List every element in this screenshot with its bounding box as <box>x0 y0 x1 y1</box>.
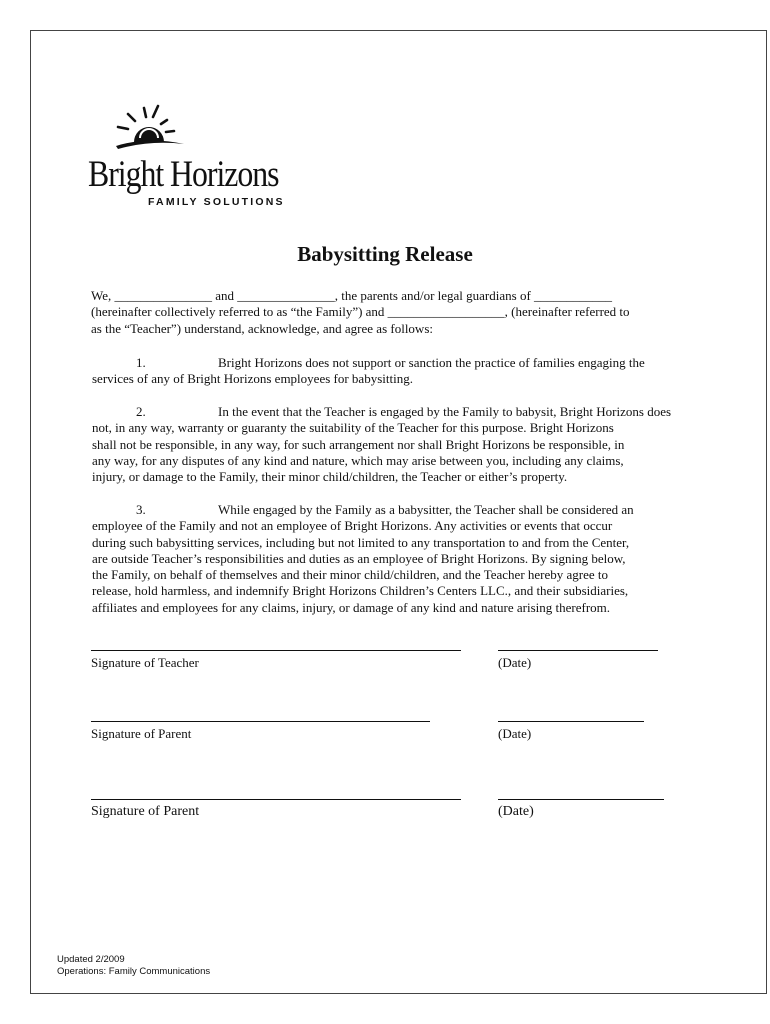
page-title: Babysitting Release <box>297 242 473 266</box>
clause-3 <box>92 502 634 616</box>
teacher-signature-label: Signature of Teacher <box>91 655 199 670</box>
intro-paragraph <box>91 288 630 337</box>
parent-1-date-line[interactable] <box>498 721 644 722</box>
parent-1-signature-line[interactable] <box>91 721 430 722</box>
parent-2-date-label: (Date) <box>498 804 534 819</box>
clause-line: the Family, on behalf of themselves and their minor child/children, and the Teacher hereby agree to <box>92 567 609 583</box>
sun-icon <box>88 100 188 158</box>
clause-number: 3. <box>136 502 146 517</box>
clause-line: affiliates and employees for any claims, injury, or damage of any kind and nature arising therefrom. <box>92 599 611 615</box>
parent-2-date-line[interactable] <box>498 799 664 800</box>
logo-tagline: FAMILY SOLUTIONS <box>148 196 285 208</box>
clause-line: In the event that the Teacher is engaged by the Family to babysit, Bright Horizons does <box>218 404 672 419</box>
logo-wordmark: Bright Horizons <box>88 154 279 195</box>
clause-line: not, in any way, warranty or guaranty the suitability of the Teacher for this purpose. Bright Horizons <box>92 420 614 436</box>
parent-1-date-label: (Date) <box>498 726 532 741</box>
parent-1-signature-label: Signature of Parent <box>91 726 192 741</box>
clause-line: are outside Teacher’s responsibilities and duties as an employee of Bright Horizons. By signing below, <box>92 550 626 566</box>
clause-number: 2. <box>136 404 146 419</box>
clause-line: Bright Horizons does not support or sanction the practice of families engaging the <box>218 355 645 370</box>
clause-line: services of any of Bright Horizons employees for babysitting. <box>92 371 413 387</box>
intro-line: as the “Teacher”) understand, acknowledge, and agree as follows: <box>91 320 433 336</box>
clause-line: any way, for any disputes of any kind and nature, which may arise between you, including any claims, <box>92 452 624 468</box>
clause-line: employee of the Family and not an employee of Bright Horizons. Any activities or events that occur <box>92 518 613 534</box>
clause-2 <box>92 404 671 485</box>
teacher-signature-line[interactable] <box>91 650 461 651</box>
intro-line: We, _______________ and _______________, the parents and/or legal guardians of ____________ <box>91 288 613 303</box>
clause-number: 1. <box>136 355 146 370</box>
bright-horizons-logo <box>88 100 288 210</box>
clause-line: during such babysitting services, including but not limited to any transportation to and from the Center, <box>92 534 630 550</box>
clause-line: While engaged by the Family as a babysitter, the Teacher shall be considered an <box>218 502 634 517</box>
clause-1 <box>92 355 645 388</box>
clause-line: injury, or damage to the Family, their minor child/children, the Teacher or either’s property. <box>92 469 568 485</box>
intro-line: (hereinafter collectively referred to as “the Family”) and __________________, (hereinafter referred to <box>91 304 630 320</box>
clause-line: release, hold harmless, and indemnify Bright Horizons Children’s Centers LLC., and their subsidiaries, <box>92 583 629 599</box>
teacher-date-line[interactable] <box>498 650 658 651</box>
parent-2-signature-line[interactable] <box>91 799 461 800</box>
footer <box>57 954 210 978</box>
footer-updated: Updated 2/2009 <box>57 954 125 965</box>
parent-2-signature-label: Signature of Parent <box>91 804 200 819</box>
teacher-date-label: (Date) <box>498 655 532 670</box>
clause-line: shall not be responsible, in any way, for such arrangement nor shall Bright Horizons be responsible, in <box>92 436 625 452</box>
footer-department: Operations: Family Communications <box>57 966 211 977</box>
